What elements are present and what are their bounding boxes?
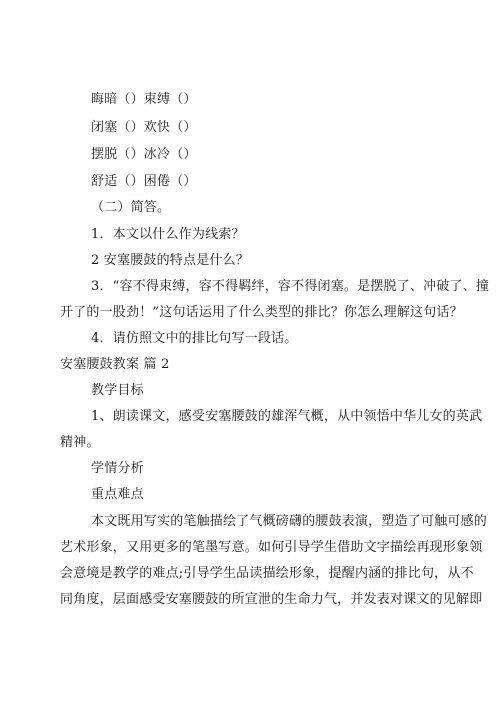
goal-1-line-1: 1、朗读课文，感受安塞腰鼓的雄浑气概，从中领悟中华儿女的英武 — [91, 409, 483, 424]
goal-1-line-2: 精神。 — [60, 435, 100, 450]
question-3-line-2: 开了的一股劲！”这句话运用了什么类型的排比？你怎么理解这句话？ — [60, 305, 463, 320]
vocab-line-1: 晦暗（）束缚（） — [91, 92, 197, 107]
question-3-line-1: 3．“容不得束缚，容不得羁绊，容不得闭塞。是摆脱了、冲破了、撞 — [91, 279, 490, 294]
teaching-goal-heading: 教学目标 — [91, 383, 144, 398]
analysis-heading: 学情分析 — [91, 461, 144, 476]
vocab-line-2: 闭塞（）欢快（） — [91, 120, 197, 135]
body-line-3: 会意境是教学的难点;引导学生品读描绘形象，提醒内涵的排比句，从不 — [60, 566, 474, 581]
question-2: 2 安塞腰鼓的特点是什么？ — [91, 253, 250, 268]
vocab-line-4: 舒适（）困倦（） — [91, 174, 197, 189]
body-line-1: 本文既用写实的笔触描绘了气概磅礴的腰鼓表演，塑造了可触可感的 — [91, 514, 488, 529]
section-short-answer: （二）简答。 — [91, 200, 171, 215]
difficulty-heading: 重点难点 — [91, 487, 144, 502]
question-4: 4．请仿照文中的排比句写一段话。 — [91, 331, 298, 346]
body-line-4: 同角度，层面感受安塞腰鼓的所宣泄的生命力气，并发表对课文的见解即 — [60, 592, 483, 607]
vocab-line-3: 摆脱（）冰冷（） — [91, 147, 197, 162]
question-1: 1．本文以什么作为线索？ — [91, 227, 245, 242]
body-line-2: 艺术形象，又用更多的笔墨写意。如何引导学生借助文字描绘再现形象领 — [60, 540, 483, 555]
lesson-title: 安塞腰鼓教案 篇 2 — [60, 357, 170, 372]
